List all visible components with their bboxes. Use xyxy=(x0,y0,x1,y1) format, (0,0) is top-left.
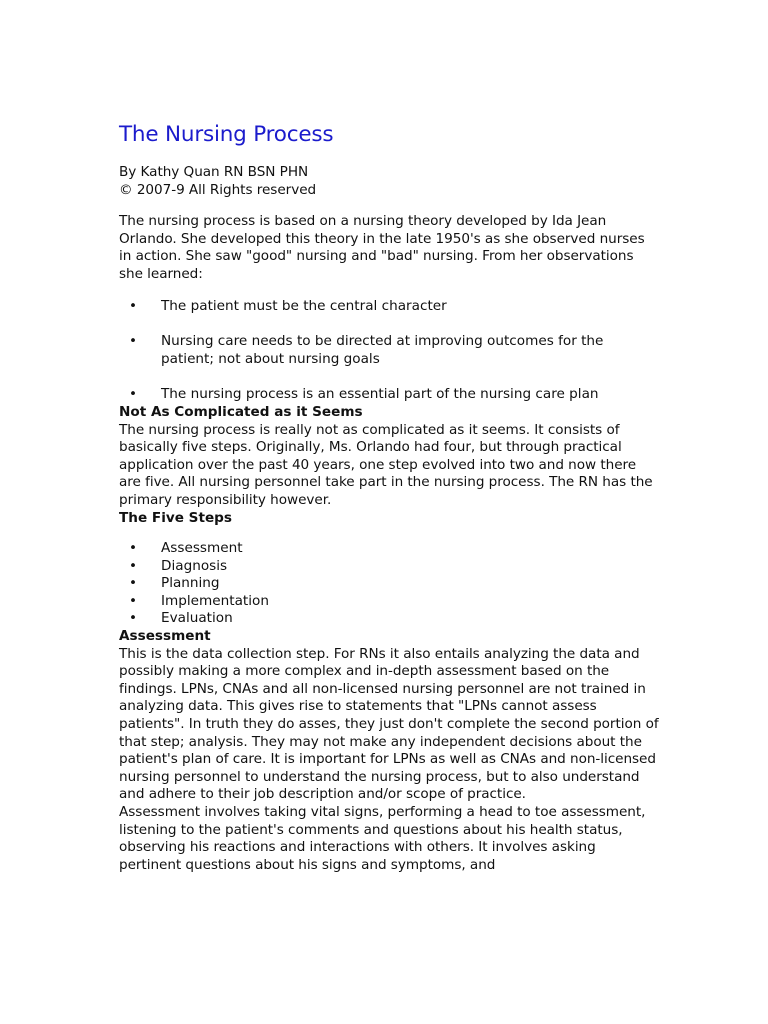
list-item xyxy=(119,298,659,316)
list-item-text: Evaluation xyxy=(161,610,233,627)
bullet-icon: • xyxy=(129,610,138,627)
list-item-text: Assessment xyxy=(161,540,243,557)
bullet-icon: • xyxy=(129,333,138,350)
learned-points-list xyxy=(119,298,659,404)
list-item-text: The patient must be the central character xyxy=(161,297,447,314)
bullet-icon: • xyxy=(129,540,138,557)
list-item-text: Diagnosis xyxy=(161,557,228,574)
section-body-not-complicated: The nursing process is really not as complicated as it seems. It consists of basically five steps. Originally, Ms. Orlando had four, but through practical application over the past 40 years, one step evolved into two and now there are five. All nursing personnel take part in the nursing process. The RN has the primary responsibility however. xyxy=(119,421,653,508)
byline xyxy=(119,164,659,199)
list-item xyxy=(119,610,659,628)
list-item xyxy=(119,540,659,558)
list-item-text: The nursing process is an essential part of the nursing care plan xyxy=(161,386,599,403)
list-item xyxy=(119,333,659,368)
bullet-icon: • xyxy=(129,386,138,403)
author-line: By Kathy Quan RN BSN PHN xyxy=(119,164,309,180)
section-body-assessment-2: Assessment involves taking vital signs, performing a head to toe assessment, listening to the patient's comments and questions about his health status, observing his reactions and interactions with others. It involves asking pertinent questions about his signs and symptoms, and xyxy=(119,804,646,873)
bullet-icon: • xyxy=(129,557,138,574)
bullet-icon: • xyxy=(129,592,138,609)
list-item-text: Nursing care needs to be directed at improving outcomes for the patient; not about nursing goals xyxy=(161,333,604,367)
bullet-icon: • xyxy=(129,575,138,592)
list-item xyxy=(119,575,659,593)
five-steps-list xyxy=(119,540,659,628)
list-item-text: Implementation xyxy=(161,592,269,609)
list-item-text: Planning xyxy=(161,575,220,592)
section-heading-five-steps: The Five Steps xyxy=(119,509,232,526)
section-body-assessment-1: This is the data collection step. For RNs it also entails analyzing the data and possibly making a more complex and in-depth assessment based on the findings. LPNs, CNAs and all non-licensed nursing personnel are not trained in analyzing data. This gives rise to statements that "LPNs cannot assess patients". In truth they do asses, they just don't complete the second portion of that step; analysis. They may not make any independent decisions about the patient's plan of care. It is important for LPNs as well as CNAs and non-licensed nursing personnel to understand the nursing process, but to also understand and adhere to their job description and/or scope of practice. xyxy=(119,645,659,803)
page-title: The Nursing Process xyxy=(119,122,334,147)
section-heading-assessment: Assessment xyxy=(119,628,211,645)
document-page xyxy=(119,120,659,874)
intro-paragraph: The nursing process is based on a nursing theory developed by Ida Jean Orlando. She developed this theory in the late 1950's as she observed nurses in action. She saw "good" nursing and "bad" nursing. From her observations she learned: xyxy=(119,213,645,282)
section-heading-not-complicated: Not As Complicated as it Seems xyxy=(119,403,363,420)
copyright-line: © 2007-9 All Rights reserved xyxy=(119,181,317,198)
list-item xyxy=(119,558,659,576)
bullet-icon: • xyxy=(129,297,138,314)
list-item xyxy=(119,593,659,611)
list-item xyxy=(119,386,659,404)
